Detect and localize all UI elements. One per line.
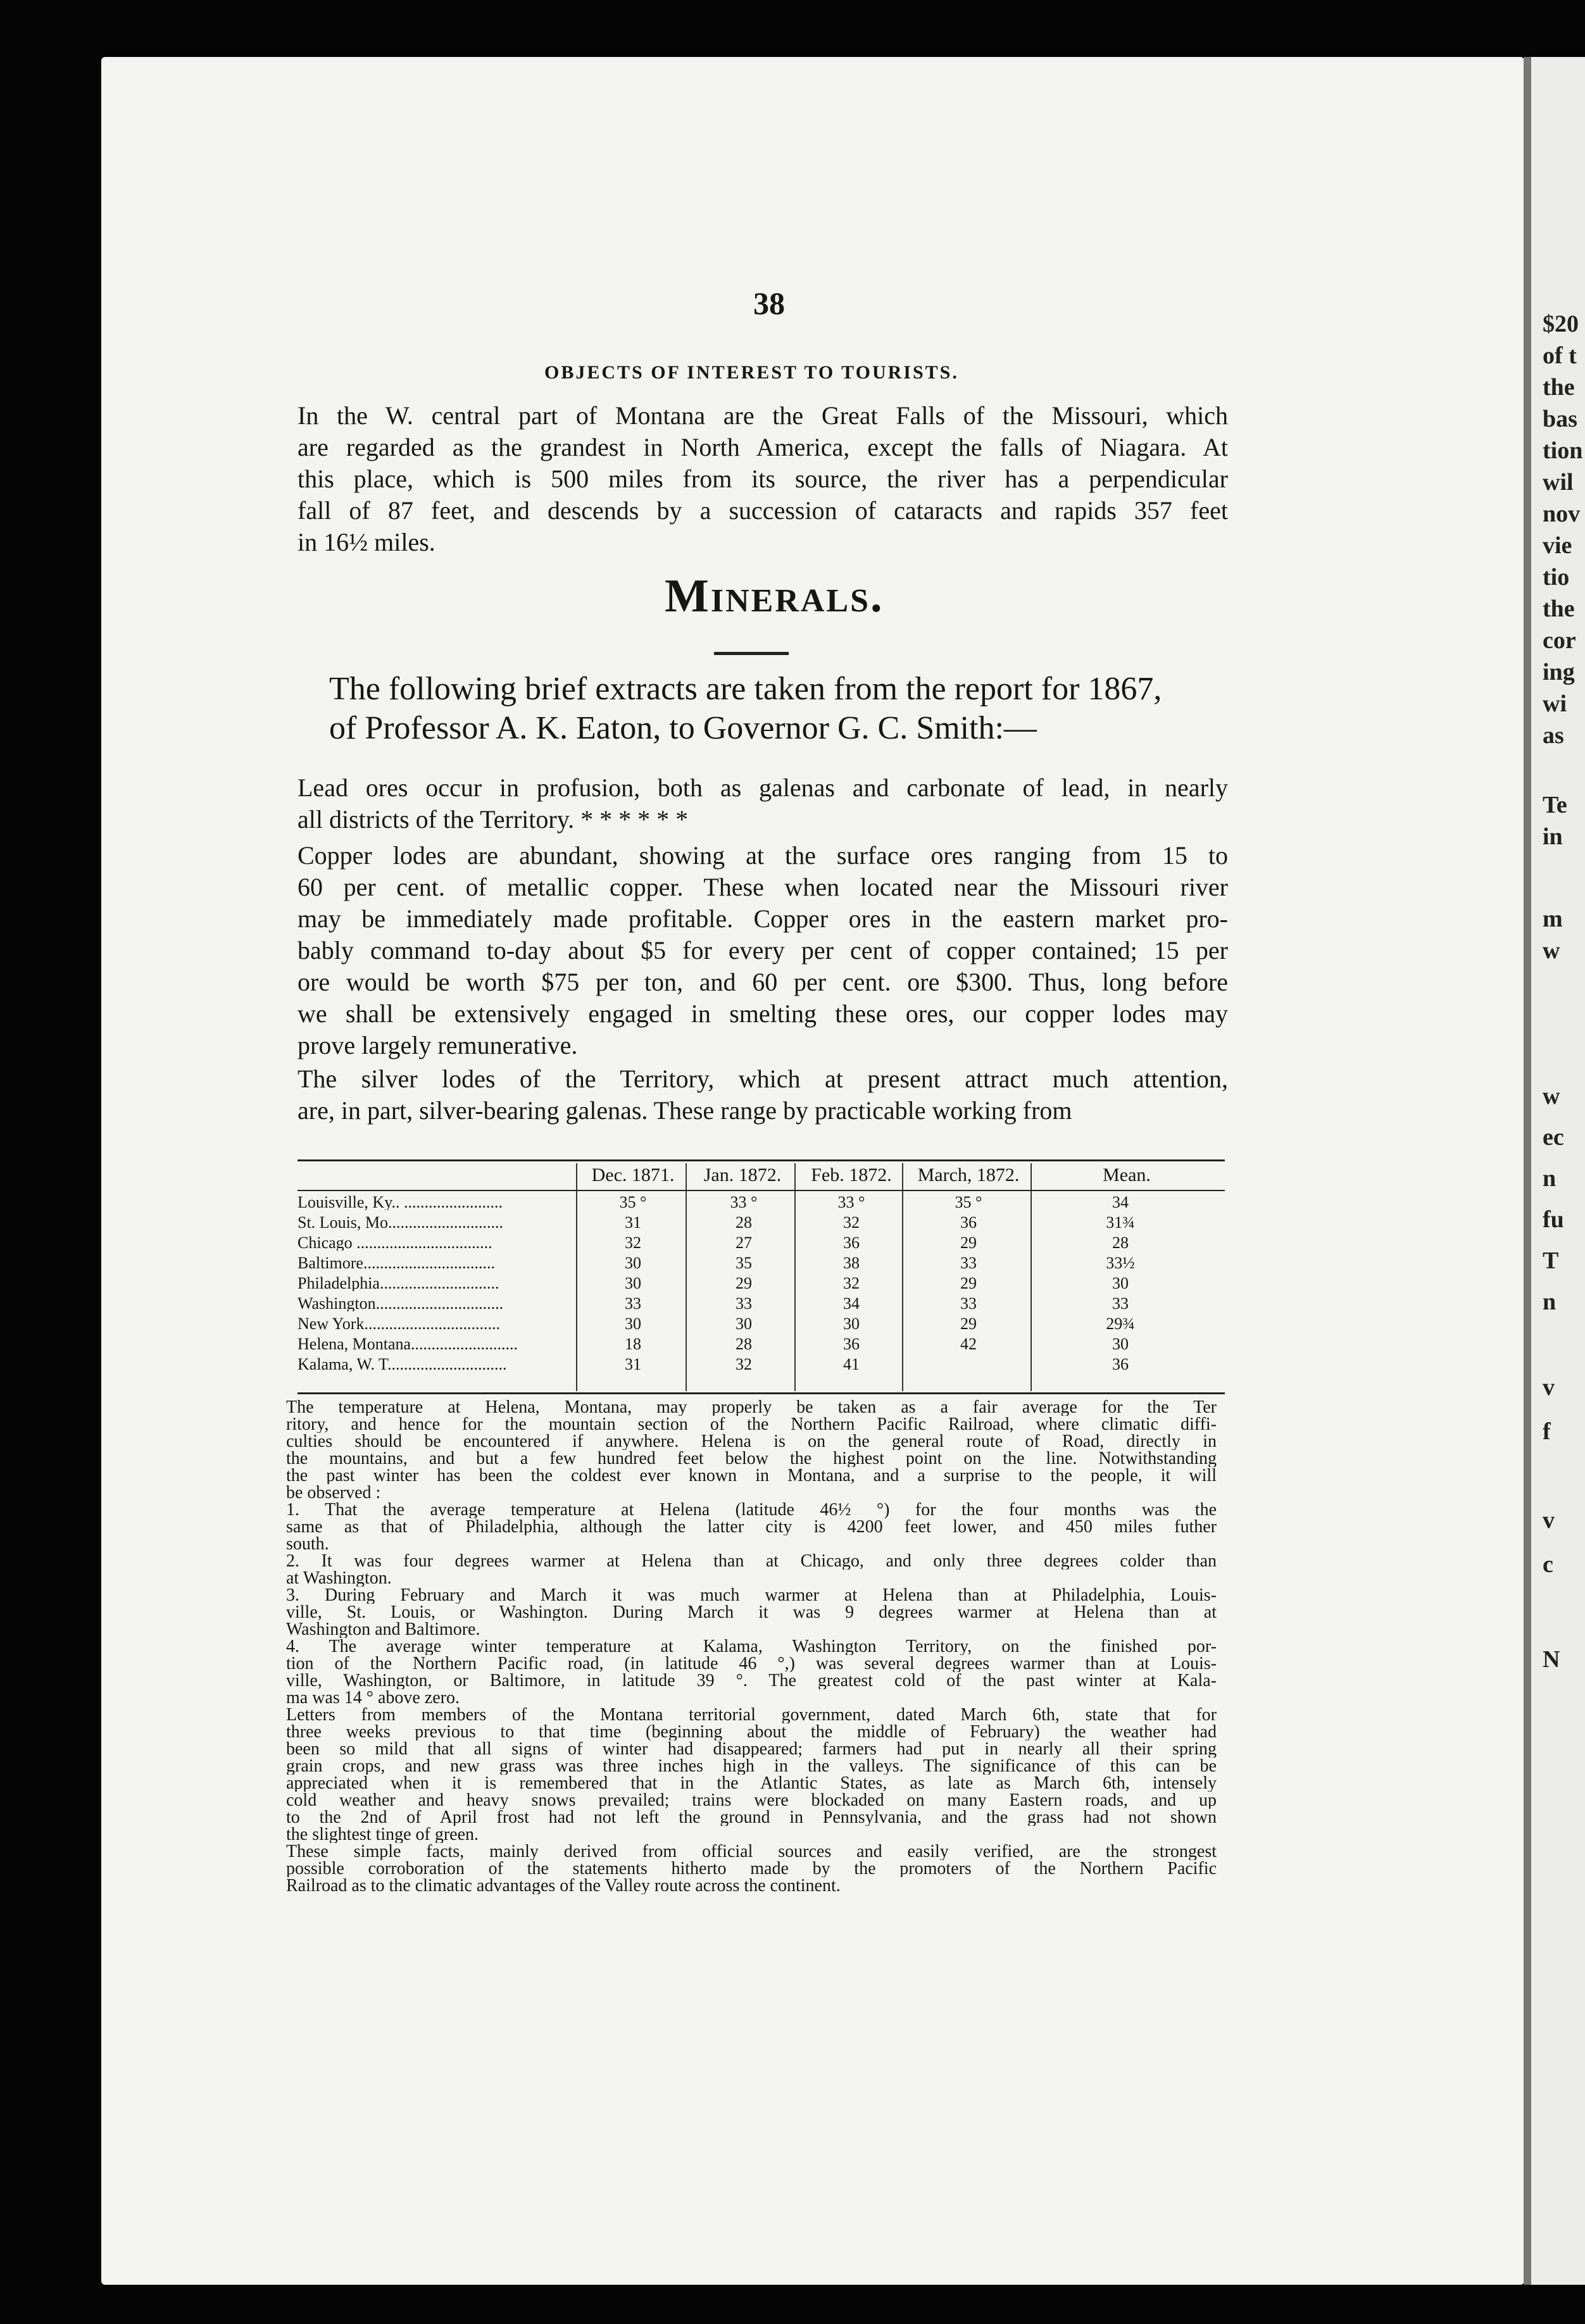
copper-text-line: prove largely remunerative.	[298, 1031, 578, 1059]
table-cell: 31¾	[1106, 1213, 1135, 1232]
table-city: Baltimore................................	[298, 1256, 495, 1271]
notes-text-line: tion of the Northern Pacific road, (in latitude 46 °,) was several degrees warmer than at Louis-	[286, 1655, 1217, 1672]
copper-text-line: may be immediately made profitable. Copper ores in the eastern market pro-	[298, 904, 1228, 933]
table-row	[298, 1195, 1225, 1210]
table-cell: 31	[625, 1355, 641, 1373]
facing-page-fragment: Te	[1543, 792, 1567, 818]
table-header: March, 1872.	[917, 1165, 1020, 1185]
table-row	[298, 1316, 1225, 1332]
facing-page-fragment: vie	[1543, 532, 1572, 559]
table-cell: 36	[960, 1213, 977, 1232]
table-cell: 30	[1112, 1335, 1129, 1353]
intro-text-line: The following brief extracts are taken from the report for 1867,	[329, 671, 1162, 707]
tourists-text-line: fall of 87 feet, and descends by a succession of cataracts and rapids 357 feet	[298, 496, 1228, 525]
notes-text-line: been so mild that all signs of winter had disappeared; farmers had put in nearly all their spring	[286, 1740, 1217, 1758]
facing-page-fragment: nov	[1543, 501, 1581, 527]
notes-text-line: 4. The average winter temperature at Kalama, Washington Territory, on the finished por-	[286, 1638, 1217, 1655]
copper-text-line: 60 per cent. of metallic copper. These when located near the Missouri river	[298, 873, 1228, 901]
facing-page-fragment: w	[1543, 937, 1560, 964]
table-cell: 29	[960, 1315, 977, 1333]
notes-text-line: ma was 14 ° above zero.	[286, 1689, 460, 1706]
facing-page-fragment: wil	[1543, 469, 1574, 496]
table-cell: 35	[736, 1254, 752, 1272]
lead-text-line: Lead ores occur in profusion, both as galenas and carbonate of lead, in nearly	[298, 773, 1228, 802]
table-cell: 31	[625, 1213, 641, 1232]
notes-text-line: Railroad as to the climatic advantages of the Valley route across the continent.	[286, 1877, 841, 1894]
book-spine	[1524, 57, 1531, 2285]
notes-text-line: the mountains, and but a few hundred feet below the highest point on the line. Notwithstanding	[286, 1450, 1217, 1467]
table-header: Dec. 1871.	[591, 1165, 675, 1185]
table-cell: 33	[625, 1294, 641, 1313]
notes-text-line: grain crops, and new grass was three inches high in the valleys. The significance of this can be	[286, 1758, 1217, 1775]
facing-page-fragment: T	[1543, 1247, 1559, 1274]
table-cell: 29¾	[1106, 1315, 1135, 1333]
table-header: Jan. 1872.	[703, 1165, 782, 1185]
facing-page-fragment: ing	[1543, 659, 1575, 685]
table-cell: 35 °	[619, 1193, 647, 1211]
notes-text-line: the slightest tinge of green.	[286, 1826, 479, 1843]
facing-page-fragment: cor	[1543, 627, 1576, 654]
facing-page-fragment: as	[1543, 722, 1564, 749]
notes-text-line: to the 2nd of April frost had not left the ground in Pennsylvania, and the grass had not shown	[286, 1809, 1217, 1826]
table-cell: 30	[625, 1254, 641, 1272]
notes-text-line: the past winter has been the coldest ever known in Montana, and a surprise to the people, it will	[286, 1467, 1217, 1484]
facing-page-fragment: v	[1543, 1507, 1555, 1534]
table-city: Louisville, Ky.. ........................	[298, 1195, 503, 1210]
table-cell: 28	[736, 1213, 752, 1232]
copper-text-line: bably command to-day about $5 for every per cent of copper contained; 15 per	[298, 936, 1228, 965]
table-cell: 33 °	[837, 1193, 865, 1211]
intro-paragraph	[329, 670, 1228, 748]
table-cell: 33 °	[730, 1193, 758, 1211]
table-cell: 36	[843, 1335, 860, 1353]
facing-page-fragment: in	[1543, 823, 1563, 850]
notes-text-line: be observed :	[286, 1484, 381, 1501]
facing-page-fragment: m	[1543, 906, 1563, 932]
tourists-text-line: In the W. central part of Montana are the Great Falls of the Missouri, which	[298, 401, 1228, 430]
copper-text-line: Copper lodes are abundant, showing at the surface ores ranging from 15 to	[298, 841, 1228, 870]
notes-text-line: at Washington.	[286, 1570, 392, 1587]
facing-page-edge	[1531, 57, 1585, 2285]
table-cell: 32	[843, 1213, 860, 1232]
page-number: 38	[753, 285, 785, 321]
facing-page-fragment: v	[1543, 1374, 1555, 1401]
facing-page-fragment: N	[1543, 1646, 1560, 1673]
notes-text-line: ville, St. Louis, or Washington. During March it was 9 degrees warmer at Helena than at	[286, 1604, 1217, 1621]
title-rule	[714, 652, 789, 655]
table-cell: 33	[736, 1294, 752, 1313]
facing-page-fragment: wi	[1543, 690, 1567, 717]
facing-page-fragment: of t	[1543, 342, 1577, 369]
table-cell: 29	[960, 1234, 977, 1252]
tourists-paragraph	[298, 400, 1228, 558]
table-city: Kalama, W. T.............................	[298, 1357, 507, 1372]
lead-text-line: all districts of the Territory. * * * * * *	[298, 805, 689, 834]
table-row	[298, 1256, 1225, 1271]
table-header: Feb. 1872.	[811, 1165, 892, 1185]
table-city: Helena, Montana..........................	[298, 1337, 518, 1352]
table-cell: 27	[736, 1234, 752, 1252]
table-row	[298, 1337, 1225, 1352]
facing-page-fragment: the	[1543, 374, 1575, 401]
table-row	[298, 1235, 1225, 1251]
table-cell: 32	[736, 1355, 752, 1373]
copper-text-line: we shall be extensively engaged in smelting these ores, our copper lodes may	[298, 999, 1228, 1028]
facing-page-fragment: c	[1543, 1551, 1553, 1578]
notes-text-line: culties should be encountered if anywhere. Helena is on the general route of Road, directly in	[286, 1433, 1217, 1450]
table-cell: 33	[960, 1254, 977, 1272]
table-cell: 29	[736, 1274, 752, 1292]
table-cell: 29	[960, 1274, 977, 1292]
facing-page-fragment: ec	[1543, 1124, 1564, 1151]
table-cell: 30	[736, 1315, 752, 1333]
lead-paragraph	[298, 772, 1228, 835]
minerals-title: Minerals.	[665, 570, 884, 622]
notes-text-line: The temperature at Helena, Montana, may properly be taken as a fair average for the Ter	[286, 1399, 1217, 1416]
tourists-text-line: in 16½ miles.	[298, 528, 435, 556]
table-cell: 34	[843, 1294, 860, 1313]
table-header: Mean.	[1103, 1165, 1151, 1185]
notes-text-line: ville, Washington, or Baltimore, in latitude 39 °. The greatest cold of the past winter at Kala-	[286, 1672, 1217, 1689]
copper-text-line: ore would be worth $75 per ton, and 60 per cent. ore $300. Thus, long before	[298, 968, 1228, 996]
table-city: New York.................................	[298, 1316, 500, 1332]
table-row	[298, 1215, 1225, 1230]
table-cell: 33½	[1106, 1254, 1135, 1272]
table-city: Chicago .................................	[298, 1235, 492, 1251]
table-cell: 35 °	[955, 1193, 982, 1211]
table-bottom-rule	[298, 1392, 1225, 1394]
table-header-rule	[298, 1190, 1225, 1191]
facing-page-fragment: w	[1543, 1083, 1560, 1109]
table-cell: 33	[960, 1294, 977, 1313]
table-cell: 30	[625, 1274, 641, 1292]
table-cell: 28	[1112, 1234, 1129, 1252]
table-city: St. Louis, Mo............................	[298, 1215, 504, 1230]
notes-text-line: These simple facts, mainly derived from official sources and easily verified, are the strongest	[286, 1843, 1217, 1860]
climate-notes	[286, 1399, 1217, 1894]
table-cell: 32	[625, 1234, 641, 1252]
facing-page-fragment: bas	[1543, 406, 1577, 432]
tourists-heading: OBJECTS OF INTEREST TO TOURISTS.	[544, 362, 959, 383]
table-city: Washington...............................	[298, 1296, 504, 1311]
notes-text-line: cold weather and heavy snows prevailed; trains were blockaded on many Eastern roads, and up	[286, 1792, 1217, 1809]
notes-text-line: possible corroboration of the statements hitherto made by the promoters of the Northern Pacific	[286, 1860, 1217, 1877]
facing-page-fragment: f	[1543, 1418, 1551, 1445]
facing-page-fragment: the	[1543, 596, 1575, 622]
facing-page-fragment: tion	[1543, 437, 1583, 464]
silver-text-line: The silver lodes of the Territory, which at present attract much attention,	[298, 1065, 1228, 1093]
notes-text-line: 2. It was four degrees warmer at Helena than at Chicago, and only three degrees colder than	[286, 1552, 1217, 1570]
facing-page-fragment: tio	[1543, 564, 1570, 590]
silver-paragraph	[298, 1063, 1228, 1127]
facing-page-fragment: n	[1543, 1165, 1557, 1192]
tourists-text-line: are regarded as the grandest in North America, except the falls of Niagara. At	[298, 433, 1228, 461]
table-row	[298, 1276, 1225, 1291]
tourists-text-line: this place, which is 500 miles from its source, the river has a perpendicular	[298, 465, 1228, 493]
table-cell: 30	[1112, 1274, 1129, 1292]
notes-text-line: three weeks previous to that time (beginning about the middle of February) the weather had	[286, 1723, 1217, 1740]
table-cell: 36	[1112, 1355, 1129, 1373]
table-cell: 41	[843, 1355, 860, 1373]
table-row	[298, 1296, 1225, 1311]
notes-text-line: 3. During February and March it was much warmer at Helena than at Philadelphia, Louis-	[286, 1587, 1217, 1604]
table-cell: 32	[843, 1274, 860, 1292]
table-city: Philadelphia.............................	[298, 1276, 499, 1291]
notes-text-line: Washington and Baltimore.	[286, 1621, 480, 1638]
silver-text-line: are, in part, silver-bearing galenas. These range by practicable working from	[298, 1096, 1072, 1125]
notes-text-line: Letters from members of the Montana territorial government, dated March 6th, state that for	[286, 1706, 1217, 1723]
table-cell: 36	[843, 1234, 860, 1252]
table-cell: 30	[843, 1315, 860, 1333]
table-row	[298, 1357, 1225, 1372]
table-cell: 18	[625, 1335, 641, 1353]
notes-text-line: ritory, and hence for the mountain section of the Northern Pacific Railroad, where climatic diffi-	[286, 1416, 1217, 1433]
notes-text-line: same as that of Philadelphia, although the latter city is 4200 feet lower, and 450 miles futher	[286, 1518, 1217, 1535]
table-cell: 33	[1112, 1294, 1129, 1313]
table-cell: 28	[736, 1335, 752, 1353]
facing-page-fragment: fu	[1543, 1206, 1564, 1233]
copper-paragraph	[298, 840, 1228, 1061]
table-cell: 30	[625, 1315, 641, 1333]
facing-page-fragment: $20	[1543, 311, 1579, 337]
notes-text-line: appreciated when it is remembered that in the Atlantic States, as late as March 6th, intensely	[286, 1775, 1217, 1792]
table-cell: 38	[843, 1254, 860, 1272]
facing-page-fragment: n	[1543, 1289, 1557, 1315]
notes-text-line: south.	[286, 1535, 329, 1552]
notes-text-line: 1. That the average temperature at Helena (latitude 46½ °) for the four months was the	[286, 1501, 1217, 1518]
intro-text-line: of Professor A. K. Eaton, to Governor G. C. Smith:—	[329, 710, 1037, 746]
table-cell: 42	[960, 1335, 977, 1353]
table-cell: 34	[1112, 1193, 1129, 1211]
